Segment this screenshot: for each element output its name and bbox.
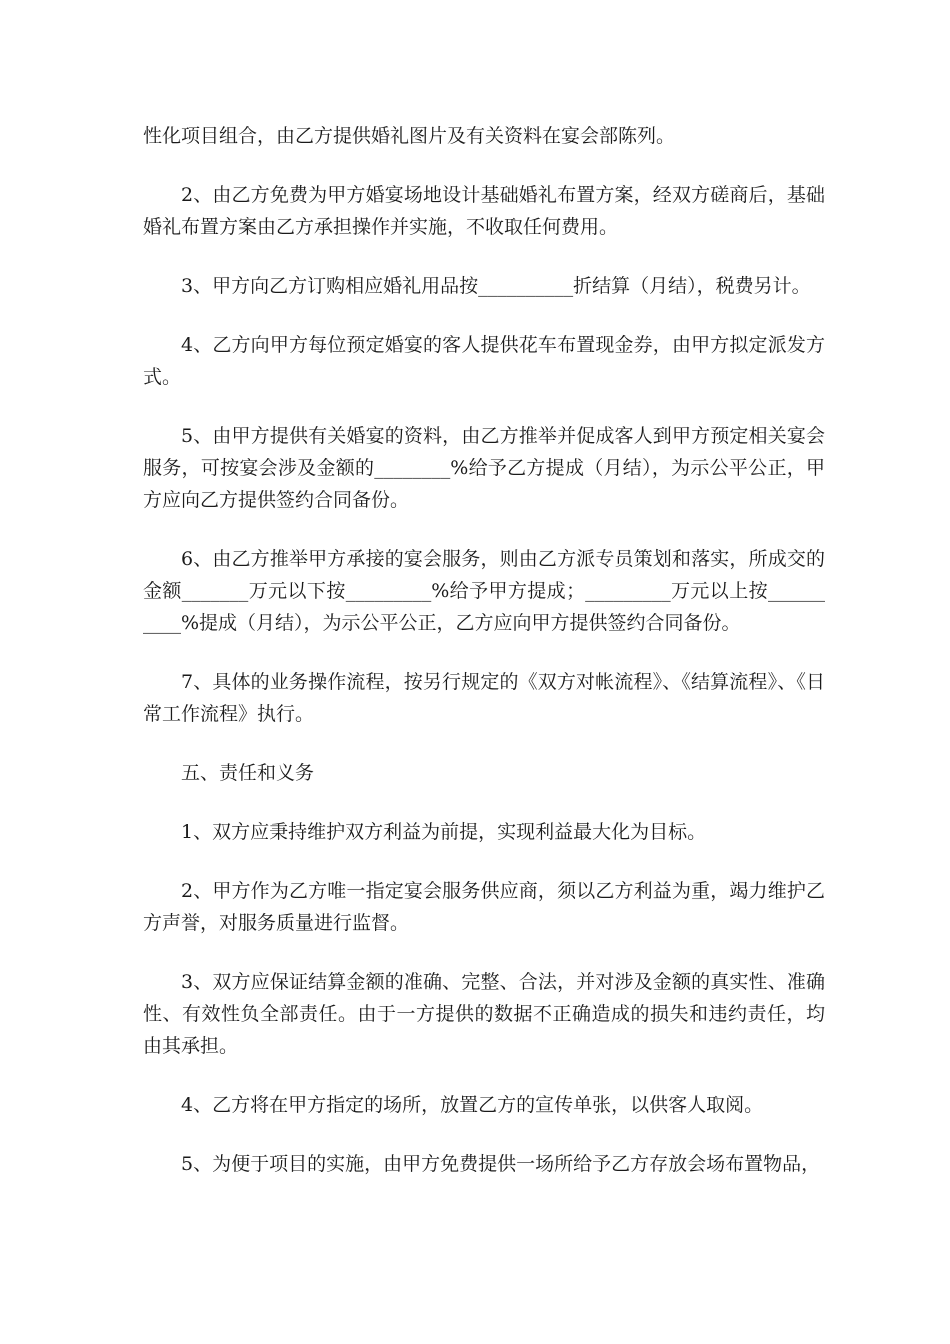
duty-5-storage: 5、为便于项目的实施，由甲方免费提供一场所给予乙方存放会场布置物品， <box>181 1153 821 1175</box>
clause-2-venue-design: 2、由乙方免费为甲方婚宴场地设计基础婚礼布置方案，经双方磋商后，基础婚礼布置方案由乙方承担操作并实施，不收取任何费用。 <box>143 184 825 238</box>
section-heading-responsibilities: 五、责任和义务 <box>181 762 315 784</box>
duty-1-mutual-benefit: 1、双方应秉持维护双方利益为前提，实现利益最大化为目标。 <box>181 821 707 843</box>
clause-5-commission-to-b: 5、由甲方提供有关婚宴的资料，由乙方推举并促成客人到甲方预定相关宴会服务，可按宴会涉及金额的________%给予乙方提成（月结），为示公平公正，甲方应向乙方提供签约合同备份。 <box>143 425 825 511</box>
clause-6-commission-to-a: 6、由乙方推举甲方承接的宴会服务，则由乙方派专员策划和落实，所成交的金额_______万元以下按_________%给予甲方提成；_________万元以上按__________%提成（月结），为示公平公正，乙方应向甲方提供签约合同备份。 <box>143 548 825 634</box>
paragraph-continuation: 性化项目组合，由乙方提供婚礼图片及有关资料在宴会部陈列。 <box>143 125 676 147</box>
clause-3-purchase-discount: 3、甲方向乙方订购相应婚礼用品按__________折结算（月结），税费另计。 <box>181 275 811 297</box>
clause-4-voucher: 4、乙方向甲方每位预定婚宴的客人提供花车布置现金券，由甲方拟定派发方式。 <box>143 334 825 388</box>
document-page <box>143 120 825 1207</box>
duty-4-flyers: 4、乙方将在甲方指定的场所，放置乙方的宣传单张，以供客人取阅。 <box>181 1094 764 1116</box>
clause-7-workflow: 7、具体的业务操作流程，按另行规定的《双方对帐流程》、《结算流程》、《日常工作流程》执行。 <box>143 671 825 725</box>
duty-2-exclusive-supplier: 2、甲方作为乙方唯一指定宴会服务供应商，须以乙方利益为重，竭力维护乙方声誉，对服务质量进行监督。 <box>143 880 825 934</box>
duty-3-settlement-accuracy: 3、双方应保证结算金额的准确、完整、合法，并对涉及金额的真实性、准确性、有效性负全部责任。由于一方提供的数据不正确造成的损失和违约责任，均由其承担。 <box>143 971 825 1057</box>
